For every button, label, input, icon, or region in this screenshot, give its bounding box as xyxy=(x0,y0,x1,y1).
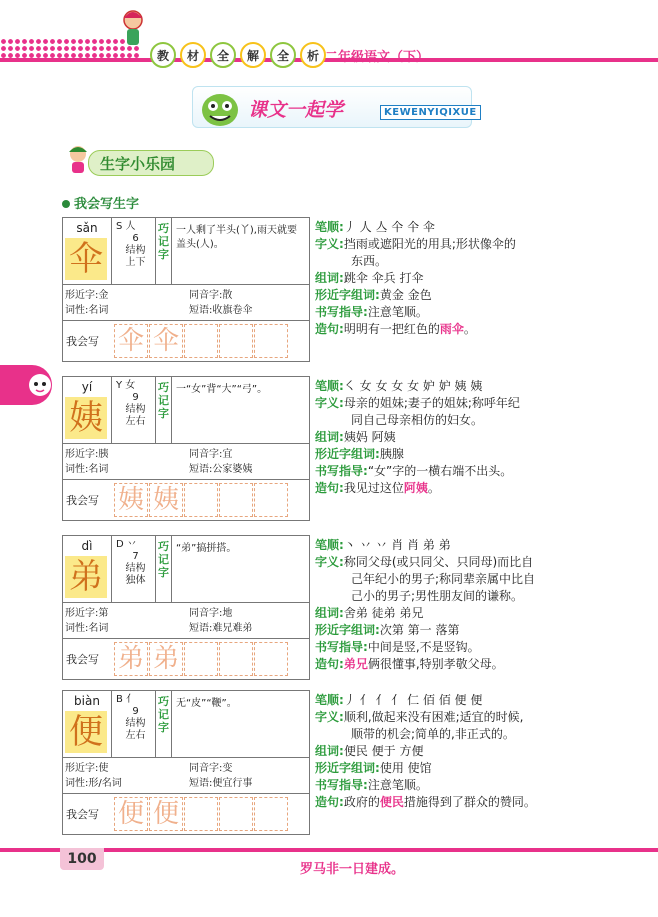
homophone: 同音字:宜 xyxy=(189,449,233,460)
sentence-highlight: 弟兄 xyxy=(343,657,368,671)
char-radical: D 丷 xyxy=(116,539,137,550)
words: 跳伞 伞兵 打伞 xyxy=(343,271,424,285)
char-strokes: 7 xyxy=(132,551,139,562)
similar-words-label: 形近字组词: xyxy=(315,447,380,461)
trace-cell[interactable]: 便 xyxy=(114,797,148,831)
words-label: 组词: xyxy=(315,606,344,620)
similar-char: 形近字:胰 xyxy=(65,449,109,460)
char-card xyxy=(62,535,310,680)
char-pinyin: dì xyxy=(81,539,93,553)
smiley-mascot-icon xyxy=(198,88,242,128)
sentence: 明明有一把红色的 xyxy=(343,322,440,336)
phrase: 短语:便宜行事 xyxy=(189,778,253,789)
mnemonic-label: 巧记字 xyxy=(156,218,172,284)
char-structure-label: 结构 xyxy=(125,404,146,415)
writing-tip-label: 书写指导: xyxy=(315,778,368,792)
blank-cell[interactable] xyxy=(184,324,218,358)
mnemonic-label: 巧记字 xyxy=(156,536,172,602)
footer-quote: 罗马非一日建成。 xyxy=(300,862,405,877)
char-card xyxy=(62,690,310,835)
homophone: 同音字:地 xyxy=(189,608,233,619)
sentence-end: 俩很懂事,特别孝敬父母。 xyxy=(367,657,504,671)
meaning-cont: 东西。 xyxy=(351,254,388,268)
practice-label: 我会写 xyxy=(66,335,99,348)
section-title: 生字小乐园 xyxy=(100,155,176,173)
phrase: 短语:公家婆姨 xyxy=(189,464,253,475)
book-title-char: 解 xyxy=(240,42,266,68)
subheading: 我会写生字 xyxy=(62,193,139,212)
trace-cell[interactable]: 伞 xyxy=(149,324,183,358)
stroke-order: 丶 丷 丷 肖 肖 弟 弟 xyxy=(343,538,451,552)
char-notes xyxy=(315,692,605,811)
part-of-speech: 词性:名词 xyxy=(65,305,109,316)
trace-cell[interactable]: 姨 xyxy=(149,483,183,517)
blank-cell[interactable] xyxy=(219,797,253,831)
char-structure: 上下 xyxy=(125,257,146,268)
blank-cell[interactable] xyxy=(254,642,288,676)
practice-label: 我会写 xyxy=(66,808,99,821)
char-notes xyxy=(315,378,605,497)
writing-tip: 注意笔顺。 xyxy=(367,305,428,319)
mnemonic-text: 一“女”背“大”“弓”。 xyxy=(176,384,268,395)
book-title-char: 全 xyxy=(210,42,236,68)
meaning: 母亲的姐妹;妻子的姐妹;称呼年纪 xyxy=(343,396,520,410)
meaning-cont: 顺带的机会;简单的,非正式的。 xyxy=(351,727,515,741)
stroke-order: ㇛ 女 女 女 女 妒 妒 姨 姨 xyxy=(343,379,483,393)
char-strokes: 9 xyxy=(132,706,139,717)
homophone: 同音字:变 xyxy=(189,763,233,774)
sentence-label: 造句: xyxy=(315,657,344,671)
part-of-speech: 词性:名词 xyxy=(65,623,109,634)
mnemonic-text: 无“皮”“鞭”。 xyxy=(176,698,237,709)
sentence-end: 。 xyxy=(427,481,440,495)
banner-title: 课文一起学 xyxy=(248,99,344,121)
writing-tip: “女”字的一横右端不出头。 xyxy=(367,464,513,478)
sentence-highlight: 雨伞 xyxy=(439,322,464,336)
similar-words: 黄金 金色 xyxy=(379,288,432,302)
char-structure-label: 结构 xyxy=(125,563,146,574)
book-title-char: 全 xyxy=(270,42,296,68)
sentence-end: 措施得到了群众的赞同。 xyxy=(403,795,536,809)
words-label: 组词: xyxy=(315,744,344,758)
trace-cell[interactable]: 姨 xyxy=(114,483,148,517)
words-label: 组词: xyxy=(315,430,344,444)
char-glyph: 姨 xyxy=(65,397,107,439)
similar-char: 形近字:第 xyxy=(65,608,109,619)
sentence: 我见过这位 xyxy=(343,481,404,495)
stroke-order: 丿 亻 亻 亻 仁 佰 佰 便 便 xyxy=(343,693,483,707)
sentence-label: 造句: xyxy=(315,481,344,495)
blank-cell[interactable] xyxy=(219,642,253,676)
page-number: 100 xyxy=(60,848,104,870)
similar-words: 使用 使馆 xyxy=(379,761,432,775)
practice-label: 我会写 xyxy=(66,653,99,666)
phrase: 短语:难兄难弟 xyxy=(189,623,253,634)
char-strokes: 9 xyxy=(132,392,139,403)
similar-words: 胰腺 xyxy=(379,447,404,461)
char-card xyxy=(62,217,310,362)
similar-words-label: 形近字组词: xyxy=(315,623,380,637)
char-structure: 独体 xyxy=(125,575,146,586)
stroke-order-label: 笔顺: xyxy=(315,379,344,393)
char-pinyin: biàn xyxy=(74,694,100,708)
meaning-cont: 同自己母亲相仿的妇女。 xyxy=(351,413,484,427)
book-title-char: 析 xyxy=(300,42,326,68)
writing-tip-label: 书写指导: xyxy=(315,464,368,478)
meaning-cont: 己年纪小的男子;称同辈亲属中比自 xyxy=(351,572,536,586)
similar-char: 形近字:使 xyxy=(65,763,109,774)
words: 便民 便于 方便 xyxy=(343,744,424,758)
words: 姨妈 阿姨 xyxy=(343,430,396,444)
blank-cell[interactable] xyxy=(254,483,288,517)
blank-cell[interactable] xyxy=(254,324,288,358)
trace-cell[interactable]: 弟 xyxy=(149,642,183,676)
char-pinyin: sǎn xyxy=(76,221,98,235)
blank-cell[interactable] xyxy=(184,797,218,831)
meaning: 称同父母(或只同父、只同母)而比自 xyxy=(343,555,534,569)
char-radical: Y 女 xyxy=(116,380,136,391)
meaning-label: 字义: xyxy=(315,396,344,410)
similar-words: 次第 第一 落第 xyxy=(379,623,460,637)
char-strokes: 6 xyxy=(132,233,139,244)
sentence-highlight: 阿姨 xyxy=(403,481,428,495)
sentence-highlight: 便民 xyxy=(379,795,404,809)
bunny-icon xyxy=(26,370,54,398)
blank-cell[interactable] xyxy=(254,797,288,831)
char-notes xyxy=(315,537,605,673)
book-title xyxy=(150,42,326,68)
homophone: 同音字:散 xyxy=(189,290,233,301)
trace-cell[interactable]: 弟 xyxy=(114,642,148,676)
trace-cell[interactable]: 伞 xyxy=(114,324,148,358)
banner-pinyin: KEWENYIQIXUE xyxy=(380,105,481,120)
similar-words-label: 形近字组词: xyxy=(315,288,380,302)
stroke-order-label: 笔顺: xyxy=(315,693,344,707)
trace-cell[interactable]: 便 xyxy=(149,797,183,831)
stroke-order-label: 笔顺: xyxy=(315,538,344,552)
similar-char: 形近字:金 xyxy=(65,290,109,301)
char-structure: 左右 xyxy=(125,730,146,741)
char-structure: 左右 xyxy=(125,416,146,427)
part-of-speech: 词性:名词 xyxy=(65,464,109,475)
blank-cell[interactable] xyxy=(184,642,218,676)
char-radical: B 亻 xyxy=(116,694,137,705)
meaning: 挡雨或遮阳光的用具;形状像伞的 xyxy=(343,237,516,251)
meaning-label: 字义: xyxy=(315,555,344,569)
char-glyph: 弟 xyxy=(65,556,107,598)
grade-label: 二年级语文（下） xyxy=(325,50,430,65)
sentence-label: 造句: xyxy=(315,795,344,809)
char-pinyin: yí xyxy=(81,380,93,394)
practice-label: 我会写 xyxy=(66,494,99,507)
book-title-char: 材 xyxy=(180,42,206,68)
girl-mascot-icon xyxy=(64,142,92,174)
char-radical: S 人 xyxy=(116,221,136,232)
writing-tip-label: 书写指导: xyxy=(315,305,368,319)
part-of-speech: 词性:形/名词 xyxy=(65,778,122,789)
mnemonic-label: 巧记字 xyxy=(156,377,172,443)
words-label: 组词: xyxy=(315,271,344,285)
stroke-order: 丿 人 亼 仐 仐 伞 xyxy=(343,220,435,234)
char-notes xyxy=(315,219,605,338)
meaning: 顺利,做起来没有困难;适宜的时候, xyxy=(343,710,524,724)
mascot-icon xyxy=(118,8,148,52)
book-title-char: 教 xyxy=(150,42,176,68)
char-structure-label: 结构 xyxy=(125,245,146,256)
meaning-label: 字义: xyxy=(315,237,344,251)
char-glyph: 便 xyxy=(65,711,107,753)
writing-tip-label: 书写指导: xyxy=(315,640,368,654)
blank-cell[interactable] xyxy=(219,324,253,358)
writing-tip: 注意笔顺。 xyxy=(367,778,428,792)
char-structure-label: 结构 xyxy=(125,718,146,729)
blank-cell[interactable] xyxy=(219,483,253,517)
mnemonic-label: 巧记字 xyxy=(156,691,172,757)
sentence-label: 造句: xyxy=(315,322,344,336)
meaning-cont: 己小的男子;男性朋友间的谦称。 xyxy=(351,589,524,603)
mnemonic-text: 一人剩了半头(丫),雨天就要盖头(人)。 xyxy=(176,225,297,250)
writing-tip: 中间是竖,不是竖钩。 xyxy=(367,640,480,654)
mnemonic-text: “弟”搞拼搭。 xyxy=(176,543,237,554)
blank-cell[interactable] xyxy=(184,483,218,517)
words: 舍弟 徒弟 弟兄 xyxy=(343,606,424,620)
meaning-label: 字义: xyxy=(315,710,344,724)
sentence: 政府的 xyxy=(343,795,380,809)
char-glyph: 伞 xyxy=(65,238,107,280)
stroke-order-label: 笔顺: xyxy=(315,220,344,234)
sentence-end: 。 xyxy=(463,322,476,336)
phrase: 短语:收旗卷伞 xyxy=(189,305,253,316)
similar-words-label: 形近字组词: xyxy=(315,761,380,775)
char-card xyxy=(62,376,310,521)
